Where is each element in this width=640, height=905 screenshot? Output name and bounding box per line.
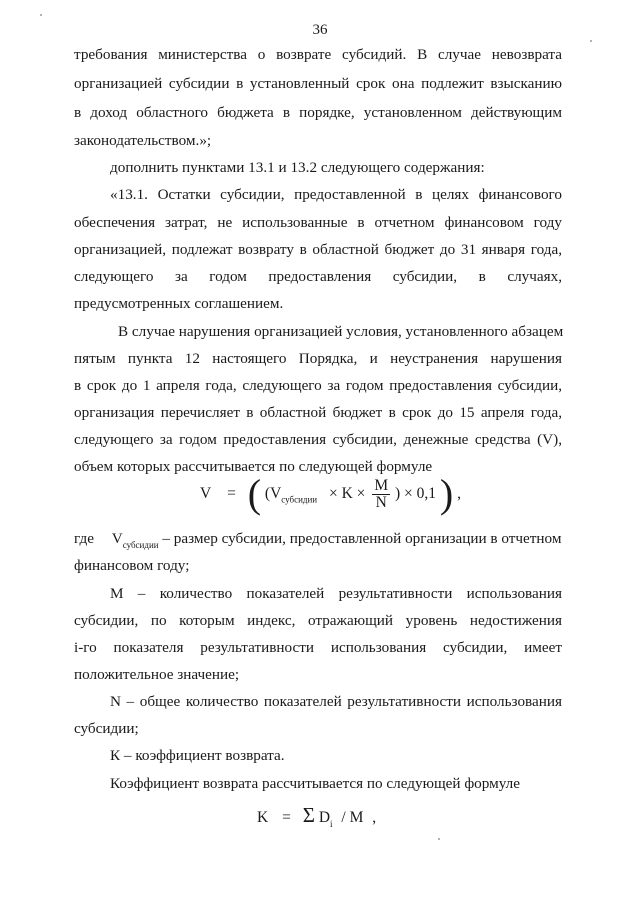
text-line: в доход областного бюджета в порядке, установленном действующим bbox=[74, 104, 562, 121]
formula-open-paren: ( bbox=[247, 471, 262, 516]
where-prefix: где bbox=[74, 530, 94, 547]
formula2-eq: = bbox=[282, 809, 291, 826]
scan-speck bbox=[40, 14, 42, 16]
text-line: обеспечения затрат, не использованные в отчетном финансовом году bbox=[74, 214, 562, 231]
text-line: объем которых рассчитывается по следующей формуле bbox=[74, 458, 433, 475]
text-line: положительное значение; bbox=[74, 666, 240, 683]
scan-speck bbox=[590, 40, 592, 42]
text-line: субсидии; bbox=[74, 720, 139, 737]
page-number: 36 bbox=[312, 22, 328, 38]
formula-eq: = bbox=[227, 485, 236, 502]
formula-inner-open: (V bbox=[264, 485, 282, 502]
text-line: Коэффициент возврата рассчитывается по следующей формуле bbox=[110, 775, 520, 792]
text-line: организацией, подлежат возврату в областной бюджет до 31 января года, bbox=[74, 241, 562, 258]
text-line: финансовом году; bbox=[74, 557, 190, 574]
where-subscript: субсидии bbox=[122, 540, 159, 550]
text-line: организацией субсидии в установленный срок она подлежит взысканию bbox=[74, 75, 562, 92]
formula-denominator: N bbox=[375, 493, 387, 511]
text-line: i-го показателя результативности использования субсидии, имеет bbox=[74, 639, 562, 656]
formula-mult: × K × bbox=[329, 485, 366, 502]
formula2-comma: , bbox=[372, 809, 377, 826]
formula-subscript: субсидии bbox=[281, 494, 318, 505]
formula-inner-close: ) × 0,1 bbox=[394, 485, 437, 502]
formula-close-paren: ) bbox=[439, 471, 454, 516]
formula2-d: D bbox=[318, 809, 331, 826]
text-line: дополнить пунктами 13.1 и 13.2 следующего содержания: bbox=[110, 159, 485, 176]
text-line: В случае нарушения организацией условия, установленного абзацем bbox=[118, 323, 564, 340]
formula2-subscript: i bbox=[330, 819, 333, 829]
formula2-lhs: K bbox=[257, 809, 269, 826]
text-line: в срок до 1 апреля года, следующего за годом предоставления субсидии, bbox=[74, 377, 562, 394]
where-var: V bbox=[111, 530, 123, 547]
formula-fraction bbox=[372, 478, 390, 511]
formula-numerator: M bbox=[374, 476, 389, 494]
text-line: требования министерства о возврате субсидий. В случае невозврата bbox=[74, 46, 562, 63]
formula-v bbox=[200, 471, 461, 516]
formula2-rest: / M bbox=[341, 809, 364, 826]
formula2-sigma: Σ bbox=[302, 803, 315, 827]
text-line: пятым пункта 12 настоящего Порядка, и неустранения нарушения bbox=[74, 350, 562, 367]
formula-lhs: V bbox=[200, 485, 212, 502]
text-line: К – коэффициент возврата. bbox=[110, 747, 285, 764]
text-line: следующего за годом предоставления субсидии, в случаях, bbox=[74, 268, 562, 285]
text-line: «13.1. Остатки субсидии, предоставленной в целях финансового bbox=[110, 186, 562, 203]
where-text: – размер субсидии, предоставленной организации в отчетном bbox=[162, 530, 562, 547]
text-line: предусмотренных соглашением. bbox=[74, 295, 284, 312]
text-line: законодательством.»; bbox=[74, 132, 212, 149]
text-line: N – общее количество показателей результативности использования bbox=[110, 693, 562, 710]
text-line: следующего за годом предоставления субсидии, денежные средства (V), bbox=[74, 431, 562, 448]
formula-comma: , bbox=[457, 485, 461, 502]
text-line: организация перечисляет в областной бюджет в срок до 15 апреля года, bbox=[74, 404, 562, 421]
scan-speck bbox=[438, 838, 440, 840]
text-line: субсидии, по которым индекс, отражающий уровень недостижения bbox=[74, 612, 562, 629]
where-line bbox=[74, 530, 562, 554]
text-line: М – количество показателей результативности использования bbox=[110, 585, 562, 602]
formula-k bbox=[257, 803, 376, 829]
